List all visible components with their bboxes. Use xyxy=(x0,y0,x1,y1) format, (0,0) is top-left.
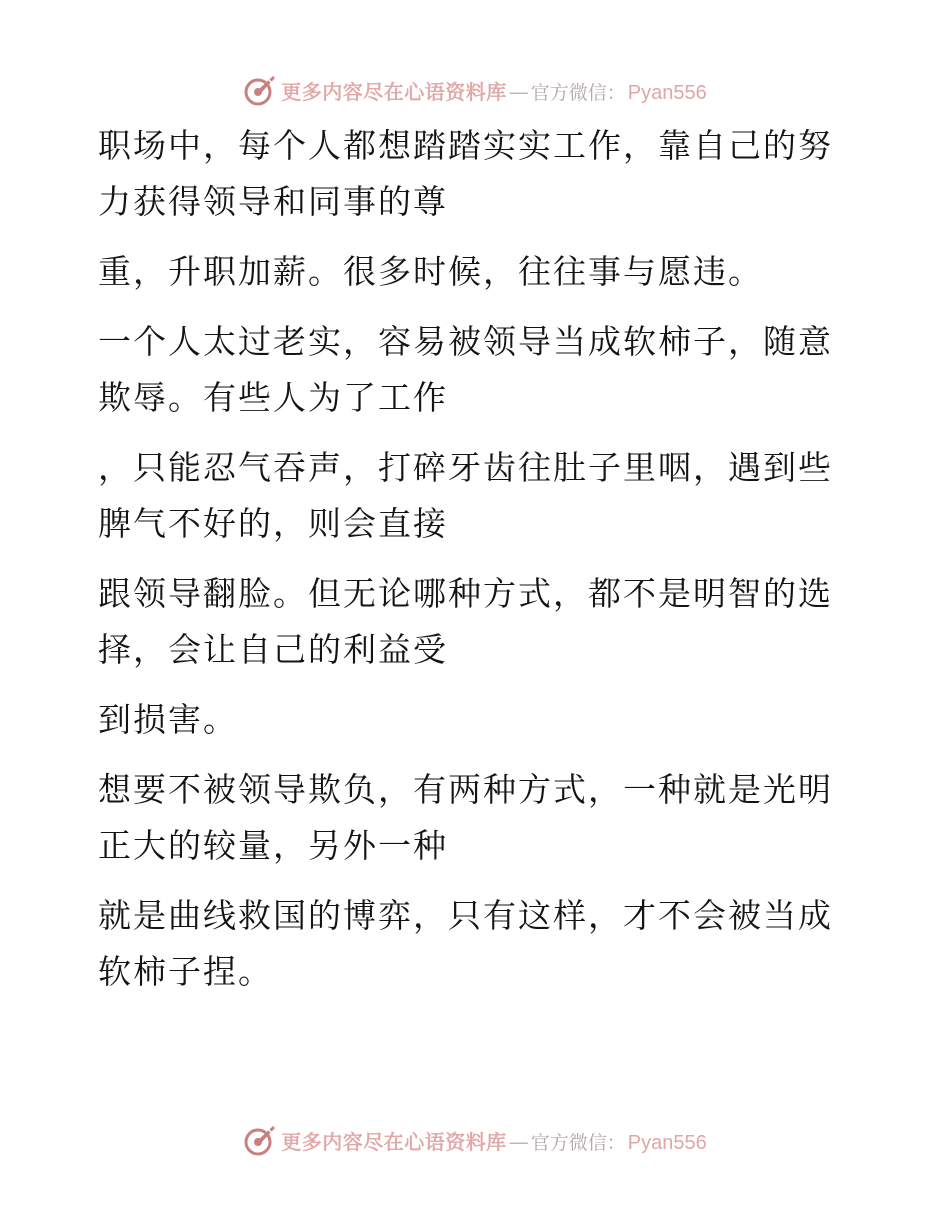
paragraph: 到损害。 xyxy=(98,700,238,739)
header-watermark xyxy=(0,70,950,110)
paragraph: 就是曲线救国的博弈，只有这样，才不会被当成软柿子捏。 xyxy=(98,896,833,991)
paragraph: 想要不被领导欺负，有两种方式，一种就是光明正大的较量，另外一种 xyxy=(98,770,833,865)
watermark-text xyxy=(281,76,706,105)
watermark-text xyxy=(281,1126,706,1155)
pen-logo-icon xyxy=(243,1123,277,1157)
paragraph: 一个人太过老实，容易被领导当成软柿子，随意欺辱。有些人为了工作 xyxy=(98,322,833,417)
paragraph: 职场中，每个人都想踏踏实实工作，靠自己的努力获得领导和同事的尊 xyxy=(98,126,833,221)
watermark-separator: — xyxy=(508,79,529,104)
watermark-sub: 官方微信： xyxy=(530,81,626,104)
watermark-id: Pyan556 xyxy=(627,1131,707,1154)
watermark-sub: 官方微信： xyxy=(530,1131,626,1154)
watermark-id: Pyan556 xyxy=(627,81,707,104)
document-body xyxy=(98,118,838,1014)
watermark-separator: — xyxy=(508,1129,529,1154)
paragraph: 重，升职加薪。很多时候，往往事与愿违。 xyxy=(98,252,763,291)
watermark-main: 更多内容尽在心语资料库 xyxy=(281,1129,507,1154)
watermark-main: 更多内容尽在心语资料库 xyxy=(281,79,507,104)
paragraph: 跟领导翻脸。但无论哪种方式，都不是明智的选择，会让自己的利益受 xyxy=(98,574,833,669)
pen-logo-icon xyxy=(243,73,277,107)
footer-watermark xyxy=(0,1120,950,1160)
paragraph: ，只能忍气吞声，打碎牙齿往肚子里咽，遇到些脾气不好的，则会直接 xyxy=(98,448,833,543)
